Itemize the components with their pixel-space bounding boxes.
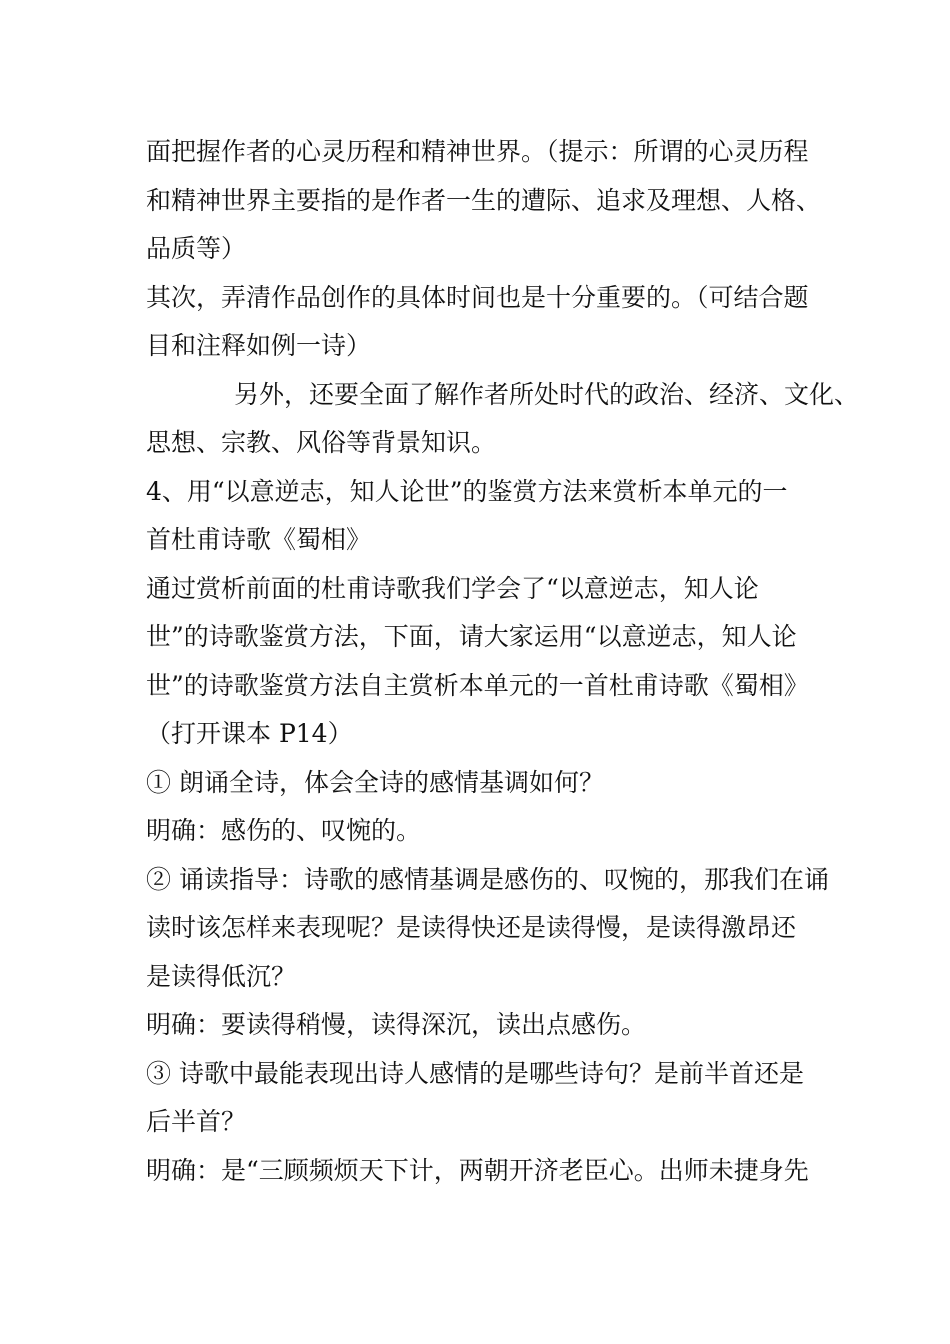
text-line: 和精神世界主要指的是作者一生的遭际、追求及理想、人格、 bbox=[146, 185, 822, 215]
question-line: ② 诵读指导：诗歌的感情基调是感伤的、叹惋的，那我们在诵 bbox=[146, 864, 829, 894]
question-line: 读时该怎样来表现呢？是读得快还是读得慢，是读得激昂还 bbox=[146, 913, 797, 942]
text-line: 品质等） bbox=[146, 234, 247, 263]
question-line: 是读得低沉？ bbox=[146, 961, 297, 991]
section-heading: 首杜甫诗歌《蜀相》 bbox=[146, 525, 372, 554]
answer-line: 明确：感伤的、叹惋的。 bbox=[146, 816, 422, 845]
text-line: 世”的诗歌鉴赏方法自主赏析本单元的一首杜甫诗歌《蜀相》 bbox=[146, 670, 809, 700]
text-line: 世”的诗歌鉴赏方法，下面，请大家运用“以意逆志，知人论 bbox=[146, 622, 797, 651]
text-line: 目和注释如例一诗） bbox=[146, 331, 372, 360]
question-line: 后半首？ bbox=[146, 1107, 247, 1136]
text-line: （打开课本 P14） bbox=[146, 719, 353, 748]
text-line: 面把握作者的心灵历程和精神世界。（提示：所谓的心灵历程 bbox=[146, 137, 809, 166]
body-text bbox=[146, 128, 860, 1195]
text-line: 思想、宗教、风俗等背景知识。 bbox=[146, 428, 497, 457]
question-line: ③ 诗歌中最能表现出诗人感情的是哪些诗句？是前半首还是 bbox=[146, 1058, 804, 1088]
question-line: ① 朗诵全诗，体会全诗的感情基调如何？ bbox=[146, 767, 604, 797]
section-heading: 4、用“以意逆志，知人论世”的鉴赏方法来赏析本单元的一 bbox=[146, 476, 788, 506]
answer-line: 明确：要读得稍慢，读得深沉，读出点感伤。 bbox=[146, 1010, 647, 1039]
text-line: 另外，还要全面了解作者所处时代的政治、经济、文化、 bbox=[234, 379, 860, 409]
text-line: 通过赏析前面的杜甫诗歌我们学会了“以意逆志，知人论 bbox=[146, 573, 759, 603]
answer-line: 明确：是“三顾频烦天下计，两朝开济老臣心。出师未捷身先 bbox=[146, 1155, 809, 1185]
text-line: 其次，弄清作品创作的具体时间也是十分重要的。（可结合题 bbox=[146, 282, 809, 312]
